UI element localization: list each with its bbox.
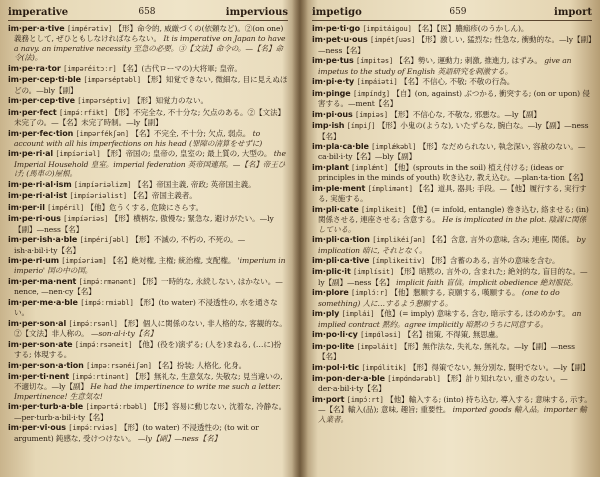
dictionary-entry [312,163,592,183]
entry-pronunciation: [impíəriəs] [63,215,109,224]
entry-pronunciation: [impɑ́ndərəbl] [387,374,441,383]
dictionary-entry [8,277,288,297]
entry-pronunciation: [impɑ́ləsi] [360,331,402,340]
entry-headword: im·per·cep·tive [8,96,75,106]
entry-headword: im·pe·ri·al·ism [8,179,72,189]
entry-definition: 【形】(to water) 不浸透性の; (to wit or argument) 鈍感な, 受けつけない。 [14,423,259,443]
dictionary-entry [312,77,592,87]
entry-pronunciation: [ímplimənt] [367,184,413,193]
right-page-header [312,4,592,21]
entry-pronunciation: [impérətiv] [66,25,113,33]
entry-headword: im·pe·ri·al [8,149,54,159]
entry-headword: im·pe·ri·ous [8,214,61,224]
entry-pronunciation: [impíəriəm] [61,256,107,265]
dictionary-entry [8,203,288,213]
entry-definition: 【形】横柄な, 傲慢な; 緊急な, 避けがたい。—ly【副】—ness【名】 [14,214,274,234]
entry-pronunciation: [impáiəti] [356,78,398,87]
entry-pronunciation: [implɔ́ːr] [350,289,389,298]
entry-definition: 【形】知覚できない, 微細な, 目に見えぬほどの。—bly【副】 [14,75,288,95]
entry-headword: im·pli·ca·tive [312,255,370,265]
entry-headword: im·per·ma·nent [8,276,77,286]
dictionary-entry [312,330,592,340]
dictionary-entry [8,319,288,339]
entry-definition: 【形】含蓄のある, 言外の意味を含む。 [427,255,560,265]
entry-headword: im·pinge [312,88,351,98]
entry-headword: im·pe·ti·go [312,24,361,33]
right-entries [312,24,592,475]
dictionary-entry [8,149,288,178]
dictionary-entry [8,129,288,149]
dictionary-entry [8,402,288,422]
dictionary-entry [8,24,288,63]
right-page-number: 659 [449,7,467,17]
dictionary-entry [312,256,592,266]
entry-headword: im·per·son·a·tion [8,360,84,370]
entry-definition: 【形】不完全な, 不十分な; 欠点のある。②【文法】未完了の。—【名】未完了時制。—ly【副】 [14,107,285,128]
entry-definition: 【形】暗黙の, 言外の, 含まれた; 絶対的な, 盲目的な。—ly【副】—ness【名】 [318,267,588,287]
entry-pronunciation: [impitáigou] [362,25,412,33]
entry-headword: im·pe·ri·um [8,255,59,265]
dictionary-entry [312,309,592,329]
entry-pronunciation: [impəːrsənéiʃən] [86,361,152,370]
entry-definition: 【名】絶対権, 主権; 統治権, 支配権。 [108,255,236,265]
entry-definition: 【形】小鬼の(ような), いたずらな, 腕白な。—ly【副】—ness【名】 [318,121,589,141]
entry-pronunciation: [impə́ːrfikt] [58,108,109,117]
entry-pronunciation: [impéril] [47,203,85,212]
entry-definition: 【名】帝国主義, 帝政; 英帝国主義。 [133,179,256,189]
entry-headword: im·per·me·a·ble [8,297,78,307]
right-guide-word-first: impetigo [312,6,362,18]
dictionary-entry [8,75,288,95]
entry-headword: im·ply [312,309,340,319]
dictionary-entry [8,372,288,401]
entry-pronunciation: [impə́ːrmənənt] [78,277,137,286]
entry-pronunciation: [implikéiʃən] [372,236,426,245]
dictionary-entry [312,142,592,162]
dictionary-entry [312,395,592,424]
entry-definition: 【形】容易に動じない, 沈着な, 冷静な。—per·turb·a·bil·i·ty【名】 [14,402,287,422]
entry-pronunciation: [ímplikeit] [361,205,407,214]
entry-headword: im·pe·tus [312,56,354,66]
entry-definition: 【形】一時的な, 永続しない, はかない。—nence, —nen·cy【名】 [14,276,283,297]
entry-example: He is implicated in the plot. 陰謀に関係している。 [318,215,587,234]
entry-headword: im·po·li·cy [312,330,358,340]
entry-definition: 【名】扮装; 人格化, 化身。 [154,360,247,370]
dictionary-entry [8,298,288,318]
entry-example: give an impetus to the study of English 英語研究を刺激する。 [318,56,572,76]
entry-definition: 【自】(on, against) ぶつかる, 衝突する; (on or upon) 侵害する。—ment【名】 [318,88,590,109]
entry-pronunciation: [impəláit] [356,342,398,351]
entry-definition: 【他】(役を)演ずる; (人を)まねる, (…に)扮する; 体現する。 [14,339,282,360]
entry-pronunciation: [implǽkəbl] [371,142,417,151]
entry-pronunciation: [ímpiʃ] [346,122,376,131]
entry-pronunciation: [impərtə́ːrbəbl] [85,403,148,412]
entry-definition: 【形】なだめられない, 執念深い, 容赦のない。—ca·bil·i·ty【名】—bly【副】 [318,141,586,162]
entry-definition: 【名】不完全, 不十分; 欠点, 弱点。 [131,128,251,138]
entry-pronunciation: [ímpitəs] [356,57,394,66]
entry-definition: 【名】含意, 言外の意味, 含み; 連座, 関係。 [428,235,575,245]
entry-definition: 【形】激しい, 猛烈な; 性急な, 衝動的な。—ly【副】—ness【名】 [318,35,592,55]
entry-headword: imp·ish [312,121,345,131]
entry-headword: im·plic·it [312,267,351,277]
entry-definition: 【名】帝国主義者。 [129,191,197,201]
entry-pronunciation: [impíəriəlist] [69,192,127,201]
dictionary-entry [8,96,288,106]
dictionary-entry [312,288,592,308]
dictionary-entry [8,64,288,74]
entry-definition: 【他】(= infold, entangle) 巻き込む, 絡ませる; (in) 関係させる, 連座させる; 含意する。 [318,204,589,225]
entry-definition: 【形】不滅の, 不朽の, 不死の。—ish·a·bil·i·ty【名】 [14,235,246,255]
dictionary-entry [8,108,288,128]
dictionary-entry [8,180,288,190]
entry-definition: 【名】(古代ローマの)大将軍; 皇帝。 [118,63,242,73]
entry-definition: 【形】不信心な, 不敬な, 邪悪な。—ly【副】 [390,109,541,119]
entry-pronunciation: [ímplikeitiv] [371,256,426,265]
entry-pronunciation: [impə́ːrmiəbl] [80,298,134,307]
left-page-header [8,4,288,21]
entry-headword: im·pi·ous [312,109,353,119]
entry-headword: im·per·cep·ti·ble [8,75,81,85]
entry-pronunciation: [impə́ːrviəs] [68,424,118,433]
dictionary-entry [8,256,288,276]
dictionary-entry [8,235,288,255]
entry-pronunciation: [implái] [341,310,375,319]
entry-headword: im·per·ti·nent [8,371,70,381]
entry-definition: 【名】不信心, 不敬; 不敬の行為。 [399,77,515,87]
right-guide-word-last: import [554,6,592,18]
entry-definition: 【名】道具, 器具; 手段。—【他】履行する, 実行する, 実施する。 [318,183,587,204]
entry-definition: 【他】危うくする, 危険にさらす。 [86,202,203,212]
entry-pronunciation: [impərséptiv] [77,97,131,106]
entry-headword: im·per·fec·tion [8,128,74,138]
entry-headword: im·port [312,394,345,404]
entry-headword: im·per·a·tive [8,24,65,33]
dictionary-entry [8,191,288,201]
dictionary-entry [312,374,592,394]
entry-headword: im·per·son·ate [8,339,73,349]
entry-example: imported goods 輸入品。importer 輸入業者。 [318,405,587,424]
entry-definition: 【形】計り知れない, 重さのない。—der·a·bil·i·ty【名】 [318,373,568,394]
dictionary-entry [312,89,592,109]
entry-headword: im·pli·ca·tion [312,235,370,245]
entry-example: the Imperial Household 皇室。imperial federation 英帝国連邦。—【名】帝王ひげ; (馬車の)屋根。 [14,149,286,179]
entry-headword: im·plant [312,162,349,172]
entry-headword: im·pol·i·tic [312,362,360,372]
entry-definition: 【他】懇願する, 哀願する, 嘆願する。 [390,288,520,298]
entry-pronunciation: [impərfékʃən] [75,129,130,138]
entry-headword: im·po·lite [312,341,355,351]
dictionary-entry [312,24,592,34]
dictionary-entry [312,205,592,234]
dictionary-entry [312,184,592,204]
left-page [0,0,296,477]
entry-definition: 【形】知覚力のない。 [133,96,208,106]
entry-headword: im·pli·cate [312,204,359,214]
entry-pronunciation: [impəréitɔːr] [63,64,117,73]
entry-example: by implication 暗に, それとなく。 [318,235,586,255]
entry-definition: 【形】帝国の; 皇帝の, 皇室の; 最上質の, 大型の。 [103,149,272,159]
entry-example: —ly【副】—ness【名】 [137,433,222,443]
entry-definition: 【形】得策でない, 無分別な, 賢明でない。—ly【副】 [408,362,590,372]
entry-pronunciation: [implísit] [353,268,395,277]
entry-pronunciation: [ímpiəs] [355,110,388,119]
entry-headword: im·pla·ca·ble [312,141,369,151]
left-page-number: 658 [138,7,156,17]
dictionary-entry [312,235,592,255]
dictionary-entry [8,340,288,360]
entry-definition: 【形】無作法な, 失礼な, 無礼な。—ly【副】—ness【名】 [318,341,575,362]
dictionary-entry [8,361,288,371]
entry-headword: im·per·turb·a·ble [8,402,84,412]
entry-headword: im·per·vi·ous [8,423,66,433]
entry-example: an implied contract 黙約。agree implicitly 暗黙のうちに同意する。 [318,309,582,329]
dictionary-entry [8,423,288,443]
entry-definition: 【名】拙策, 不得策, 無思慮。 [403,330,503,340]
entry-headword: im·plore [312,288,349,298]
entry-headword: im·pi·e·ty [312,77,355,87]
left-guide-word-last: impervious [225,6,288,18]
entry-example: 'imperium in imperio' 国の中の国。 [14,255,286,276]
entry-definition: 【形】個人に関係のない, 非人格的な, 客観的な。②【文法】非人称の。 [14,318,287,339]
entry-pronunciation: [impíəriəl] [55,150,101,159]
entry-pronunciation: [impɔ́ːrt] [346,395,384,404]
entry-definition: 【他】輸入する; (into) 持ち込む, 導入する; 意味する, 示す。—【名】輸入(品); 意味, 趣旨; 重要性。 [318,394,592,415]
entry-definition: 【他】(sprouts in the soil) 植え付ける; (ideas or principles in the minds of youth) 吹き込む, 教え込む。—plan·ta·tion【名】 [318,162,588,183]
entry-definition: 【形】命令的, 威厳づくの(依頼など)。②(on one) 義務として, ぜひともしなければならない。 [14,24,284,44]
dictionary-entry [312,267,592,287]
entry-definition: 【形】無礼な, 生意気な, 失敬な; 見当違いの, 不適切な。—ly【副】 [14,371,283,392]
entry-pronunciation: [impɑ́litik] [361,363,407,372]
left-entries [8,24,288,475]
entry-headword: im·per·son·al [8,318,67,328]
entry-definition: 【形】(to water) 不浸透性の, 水を通さない。 [14,297,278,318]
entry-pronunciation: [impərséptəbl] [83,76,141,85]
entry-pronunciation: [impétʃuəs] [369,36,416,45]
entry-headword: im·pe·ri·al·ist [8,191,68,201]
entry-example: (one to do something) 人に…するよう懇願する。 [318,288,560,308]
entry-headword: im·per·ish·a·ble [8,235,78,245]
entry-headword: im·pet·u·ous [312,35,368,45]
entry-pronunciation: [impə́ːrsənl] [68,319,118,328]
dictionary-entry [312,110,592,120]
entry-definition: 【名】勢い, 運動力; 刺激, 推進力, はずみ。 [395,56,542,66]
entry-example: implicit faith 盲信。implicit obedience 絶対服従。 [396,277,578,287]
entry-pronunciation: [impíndʒ] [352,89,390,98]
dictionary-entry [312,363,592,373]
entry-headword: im·per·il [8,202,45,212]
entry-example: to account with all his imperfections on his head (罪障の清算をせずに) [14,128,263,148]
dictionary-entry [312,342,592,362]
left-guide-word-first: imperative [8,6,69,18]
dictionary-entry [312,56,592,76]
dictionary-entry [8,214,288,234]
entry-example: —son·al·i·ty【名】 [90,329,158,339]
entry-pronunciation: [implǽnt] [351,163,389,172]
entry-example: It is imperative on Japan to have a navy. an imperative necessity 至急の必要。③【文法】命令の。—【名】命令(法)。 [14,34,286,63]
entry-pronunciation: [impíəriəlizm] [73,180,132,189]
entry-headword: im·ple·ment [312,183,366,193]
dictionary-entry [312,121,592,141]
entry-definition: 【名】【医】膿痂疹(のうかしん)。 [414,24,529,33]
entry-pronunciation: [impə́ːrsəneit] [74,340,133,349]
entry-example: He had the impertinence to write me such a letter. Impertinence! 生意気な! [14,382,281,401]
dictionary-entry [312,35,592,55]
right-page [304,0,600,477]
entry-headword: im·per·fect [8,107,57,117]
entry-pronunciation: [impə́ːrtinənt] [71,372,130,381]
entry-definition: 【他】(= imply) 意味する, 含む, 暗示する, ほのめかす。 [376,309,570,319]
entry-headword: im·pe·ra·tor [8,63,61,73]
entry-headword: im·pon·der·a·ble [312,373,385,383]
entry-pronunciation: [impériʃəbl] [79,236,129,245]
